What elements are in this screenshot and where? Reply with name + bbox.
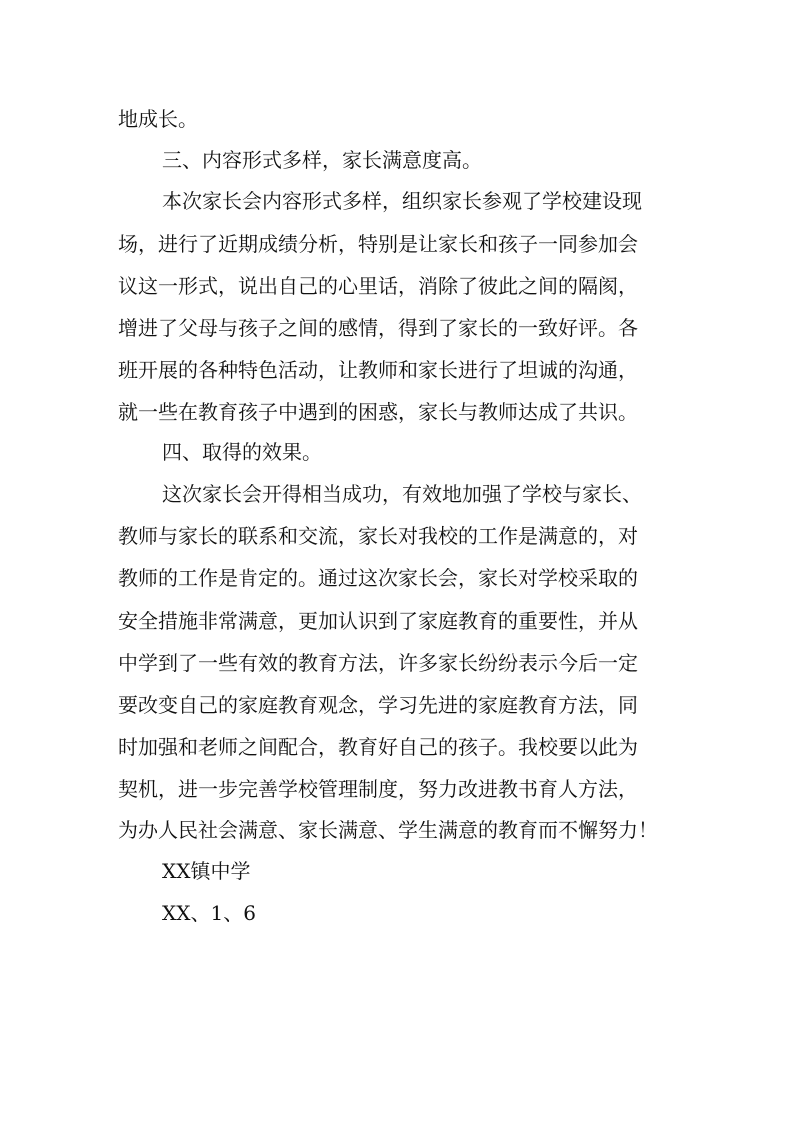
text-line: 中学到了一些有效的教育方法，许多家长纷纷表示今后一定 [118,651,638,675]
text-line: 教师与家长的联系和交流，家长对我校的工作是满意的，对 [118,524,638,548]
text-line: 要改变自己的家庭教育观念，学习先进的家庭教育方法，同 [118,693,638,717]
text-line: 本次家长会内容形式多样，组织家长参观了学校建设现 [162,189,642,213]
text-line: 就一些在教育孩子中遇到的困惑，家长与教师达成了共识。 [118,400,638,424]
text-line: 这次家长会开得相当成功，有效地加强了学校与家长、 [162,482,642,506]
signature-org: XX镇中学 [162,859,251,883]
section-heading: 四、取得的效果。 [162,440,322,464]
text-line: 增进了父母与孩子之间的感情，得到了家长的一致好评。各 [118,316,638,340]
signature-date: XX、1、6 [162,901,256,925]
text-line: 时加强和老师之间配合，教育好自己的孩子。我校要以此为 [118,735,638,759]
text-line: 班开展的各种特色活动，让教师和家长进行了坦诚的沟通， [118,358,638,382]
text-line: 契机，进一步完善学校管理制度，努力改进教书育人方法， [118,777,638,801]
section-heading: 三、内容形式多样，家长满意度高。 [162,148,482,172]
text-line: 地成长。 [118,107,198,131]
text-line: 教师的工作是肯定的。通过这次家长会，家长对学校采取的 [118,566,638,590]
text-line: 场，进行了近期成绩分析，特别是让家长和孩子一同参加会 [118,232,638,256]
text-line: 安全措施非常满意，更加认识到了家庭教育的重要性，并从 [118,609,638,633]
text-line: 议这一形式，说出自己的心里话，消除了彼此之间的隔阂， [118,274,638,298]
text-line: 为办人民社会满意、家长满意、学生满意的教育而不懈努力！ [118,818,658,842]
